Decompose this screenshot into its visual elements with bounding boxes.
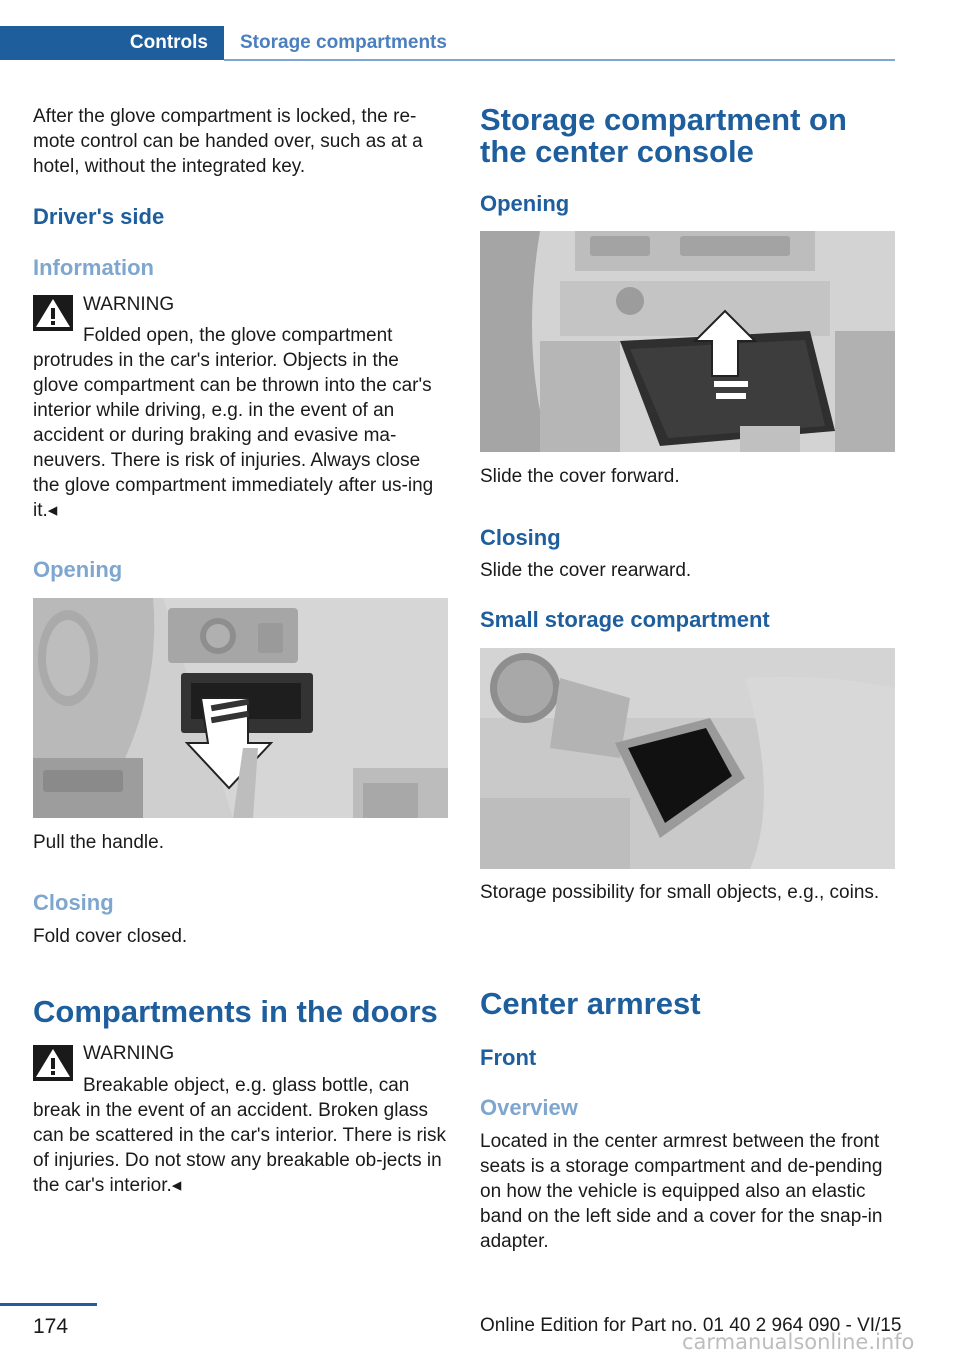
console-closing-heading: Closing	[480, 525, 561, 550]
opening-heading: Opening	[33, 557, 123, 582]
page-number: 174	[33, 1315, 69, 1338]
small-storage-image	[480, 648, 895, 869]
overview-heading: Overview	[480, 1095, 578, 1120]
chapter-tab: Controls	[0, 26, 224, 60]
pull-handle-text: Pull the handle.	[33, 832, 164, 853]
watermark: carmanualsonline.info	[682, 1330, 915, 1354]
small-storage-heading: Small storage compartment	[480, 607, 770, 632]
edition-footer: Online Edition for Part no. 01 40 2 964 090 - VI/15	[480, 1315, 902, 1336]
closing-heading: Closing	[33, 890, 114, 915]
console-opening-heading: Opening	[480, 191, 570, 216]
console-heading: Storage compartment on the center console	[480, 102, 847, 169]
page-header	[0, 26, 895, 62]
armrest-heading: Center armrest	[480, 986, 701, 1021]
page-number-rule	[0, 1303, 97, 1306]
information-heading: Information	[33, 255, 154, 280]
glove-compartment-image	[33, 598, 448, 818]
warning-text: Breakable object, e.g. glass bottle, can break in the event of an accident. Broken glass can be scattered in the car's interior. There is risk of injuries. Do not stow any breakable ob-jects in the car's interior.◂	[33, 1075, 447, 1196]
doors-heading: Compartments in the doors	[33, 994, 438, 1029]
slide-forward-text: Slide the cover forward.	[480, 466, 680, 487]
warning-title: WARNING	[83, 294, 175, 315]
drivers-side-heading: Driver's side	[33, 204, 165, 229]
warning-text: Folded open, the glove compartment protrudes in the car's interior. Objects in the glove compartment can be thrown into the car's interior while driving, e.g. in the event of an accident or during braking and evasive ma-neuvers. There is risk of injuries. Always close the glove compartment immediately after us-ing it.◂	[33, 325, 434, 521]
header-rule	[224, 59, 895, 61]
warning-title: WARNING	[83, 1043, 175, 1064]
center-console-image	[480, 231, 895, 452]
slide-rearward-text: Slide the cover rearward.	[480, 560, 692, 581]
overview-text: Located in the center armrest between the front seats is a storage compartment and de-pending on how the vehicle is equipped also an elastic band on the left side and a cover for the snap-in adapter.	[480, 1131, 883, 1252]
section-title: Storage compartments	[240, 32, 447, 53]
fold-cover-text: Fold cover closed.	[33, 926, 188, 947]
front-heading: Front	[480, 1045, 537, 1070]
small-storage-text: Storage possibility for small objects, e.g., coins.	[480, 882, 880, 903]
intro-paragraph: After the glove compartment is locked, the re-mote control can be handed over, such as at a hotel, without the integrated key.	[33, 106, 423, 177]
